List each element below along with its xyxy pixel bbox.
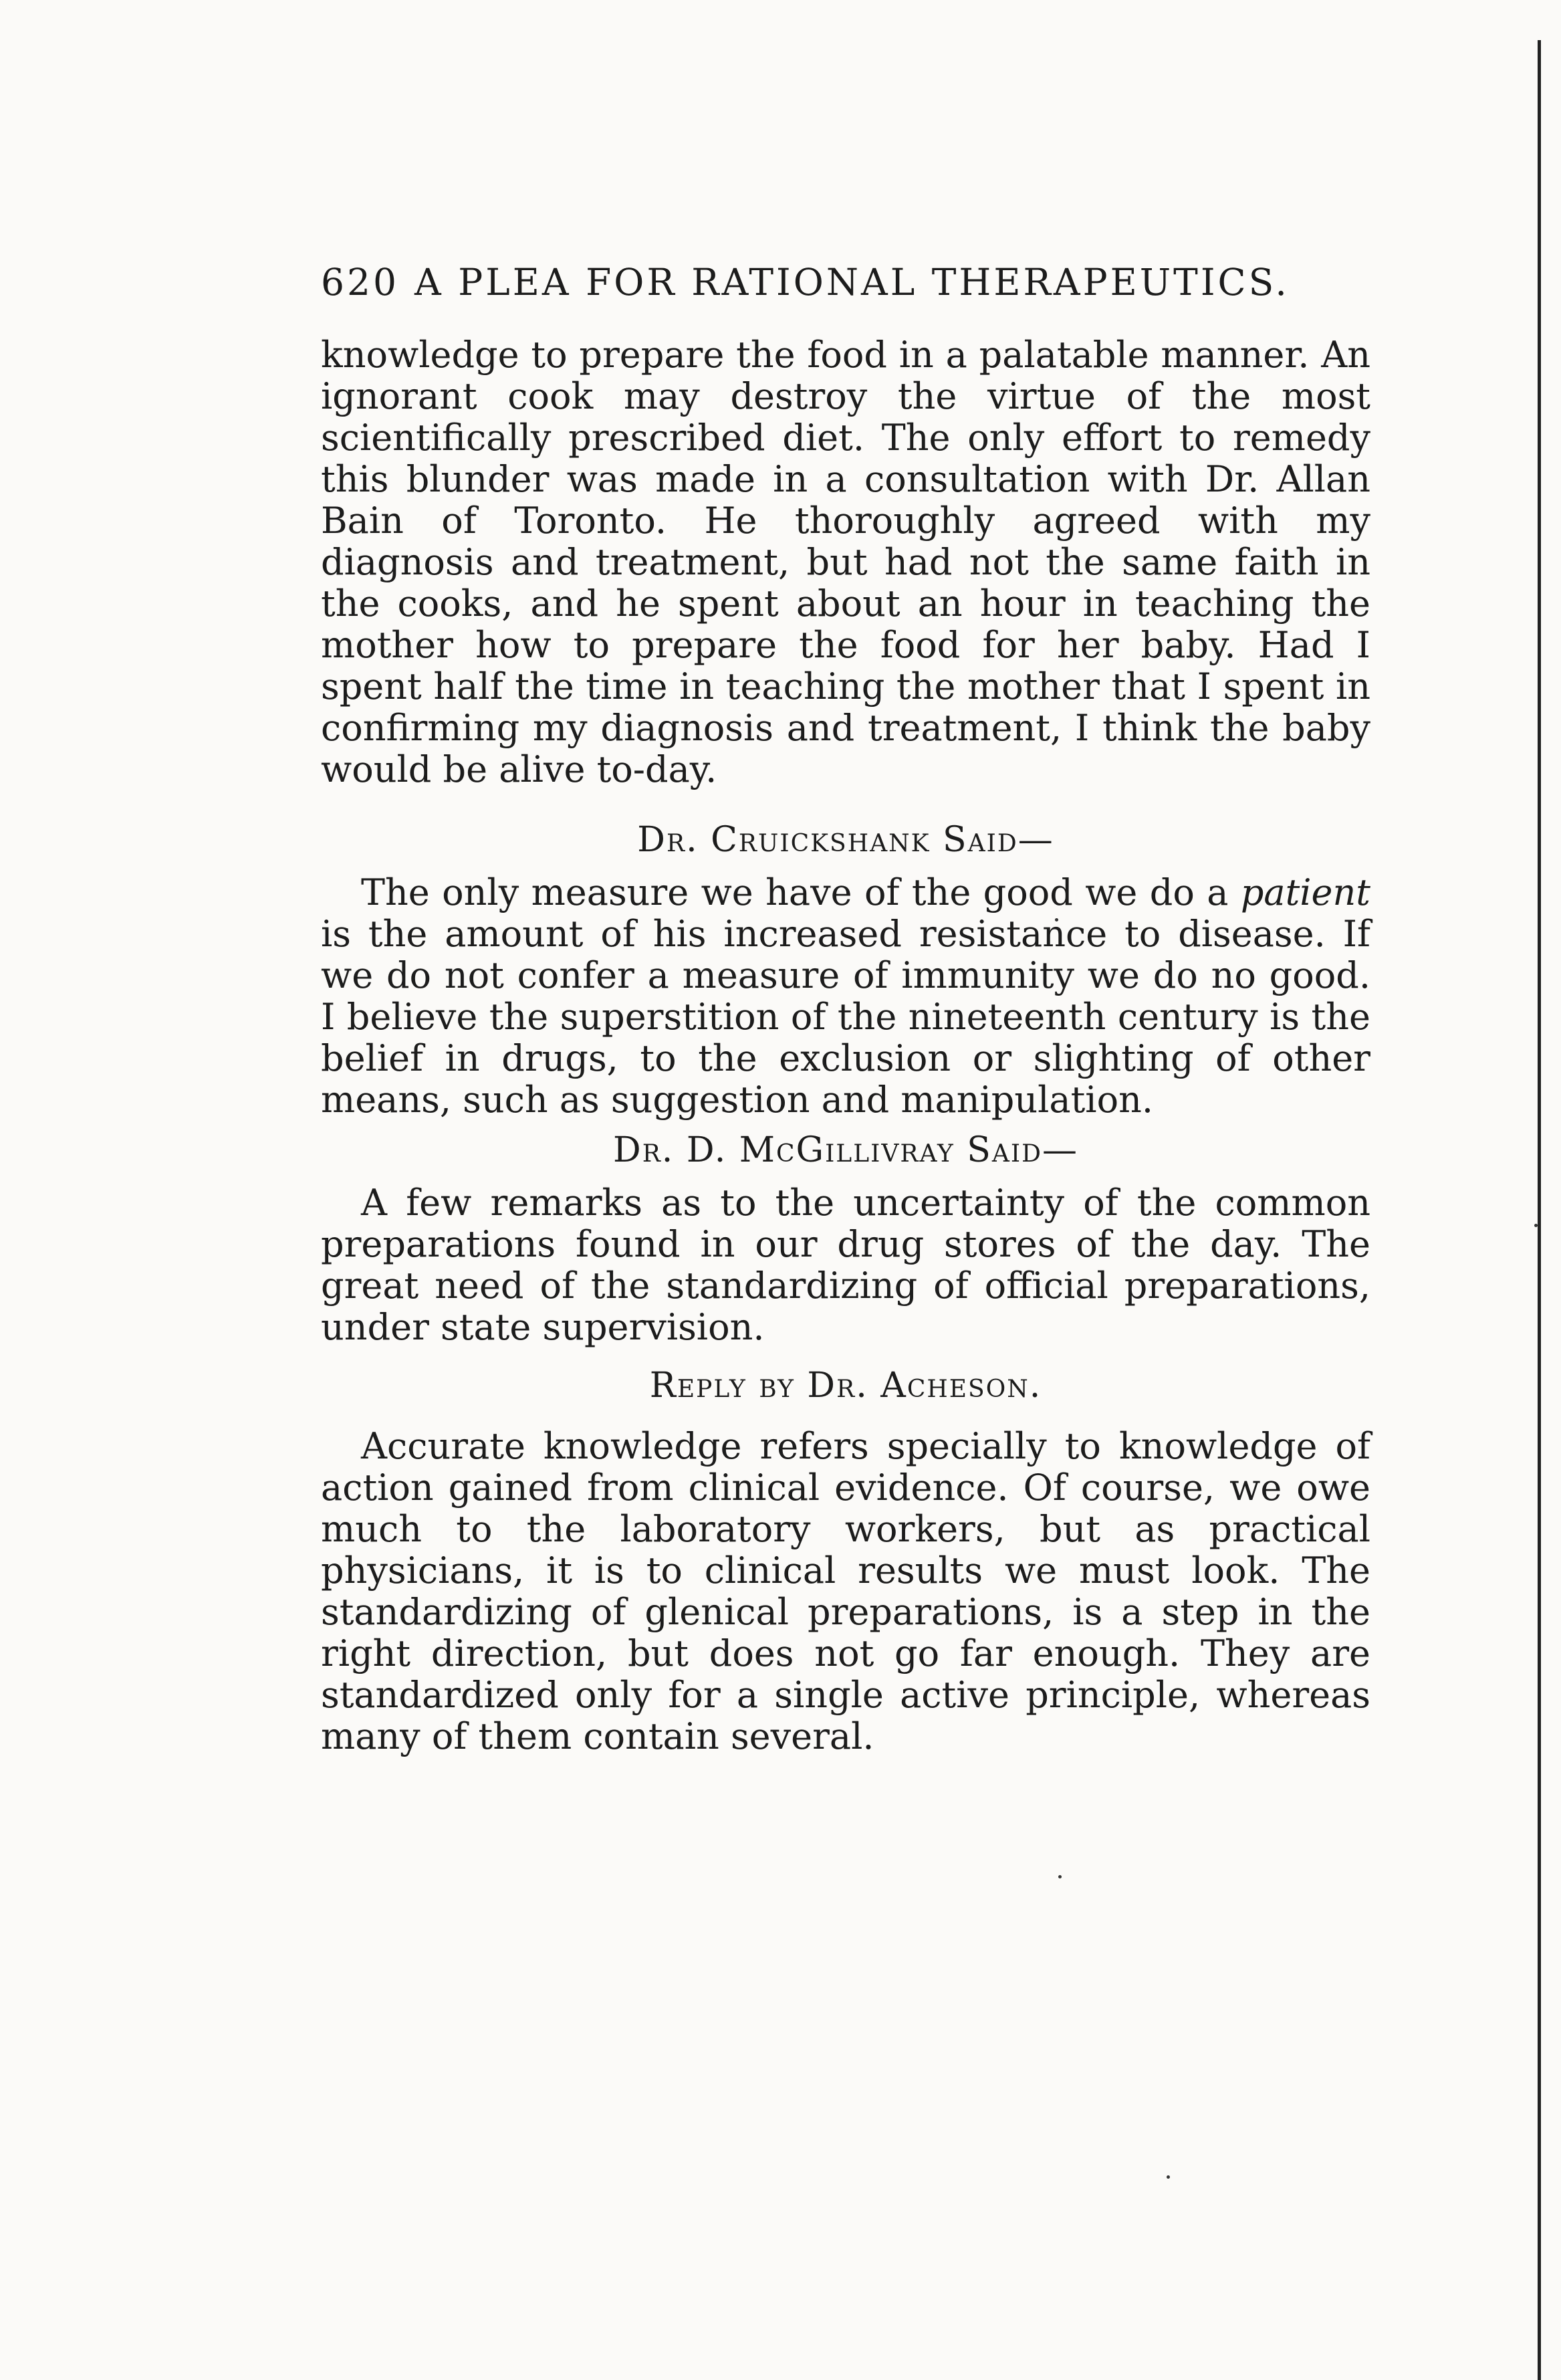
- paragraph-continuation: knowledge to prepare the food in a palatable manner. An ignorant cook may destroy the virtue of the most scientifically prescribed diet. The only effort to remedy this blunder was made in a consultation with Dr. Allan Bain of Toronto. He thoroughly agreed with my diagnosis and treatment, but had not the same faith in the cooks, and he spent about an hour in teaching the mother how to prepare the food for her baby. Had I spent half the time in teaching the mother that I spent in confirming my diagnosis and treatment, I think the baby would be alive to-day.: [321, 334, 1370, 790]
- speaker-heading-reply: Reply by Dr. Acheson.: [649, 1366, 1042, 1406]
- paragraph-reply: Accurate knowledge refers specially to knowledge of action gained from clinical evidence. Of course, we owe much to the laboratory workers, but as practical physicians, it is to clinical results we must look. The standardizing of glenical preparations, is a step in the right direction, but does not go far enough. They are standardized only for a single active principle, whereas many of them contain several.: [321, 1425, 1370, 1757]
- running-header: [321, 261, 1377, 304]
- speck: [1167, 2175, 1170, 2179]
- speck: [1534, 1224, 1538, 1227]
- speaker-heading-mcgillivray: Dr. D. McGillivray Said—: [613, 1130, 1078, 1170]
- italic-word: patient: [1240, 871, 1370, 913]
- page-edge-line: [1538, 40, 1541, 2380]
- text-run: The only measure we have of the good we do a: [361, 871, 1241, 913]
- speaker-heading-cruickshank: Dr. Cruickshank Said—: [637, 820, 1054, 860]
- page-body: [321, 334, 1370, 1757]
- paragraph-mcgillivray: A few remarks as to the uncertainty of the common preparations found in our drug stores of the day. The great need of the standardizing of official preparations, under state supervision.: [321, 1182, 1370, 1348]
- paragraph-cruickshank: [321, 872, 1370, 1121]
- text-run: is the amount of his increased resistance to disease. If we do not confer a measure of immunity we do no good. I believe the superstition of the nineteenth century is the belief in drugs, to the exclusion or slighting of other means, such as suggestion and manipulation.: [321, 913, 1370, 1121]
- running-title: A PLEA FOR RATIONAL THERAPEUTICS.: [414, 261, 1290, 304]
- page-number: 620: [321, 261, 399, 304]
- speck: [1058, 1875, 1062, 1878]
